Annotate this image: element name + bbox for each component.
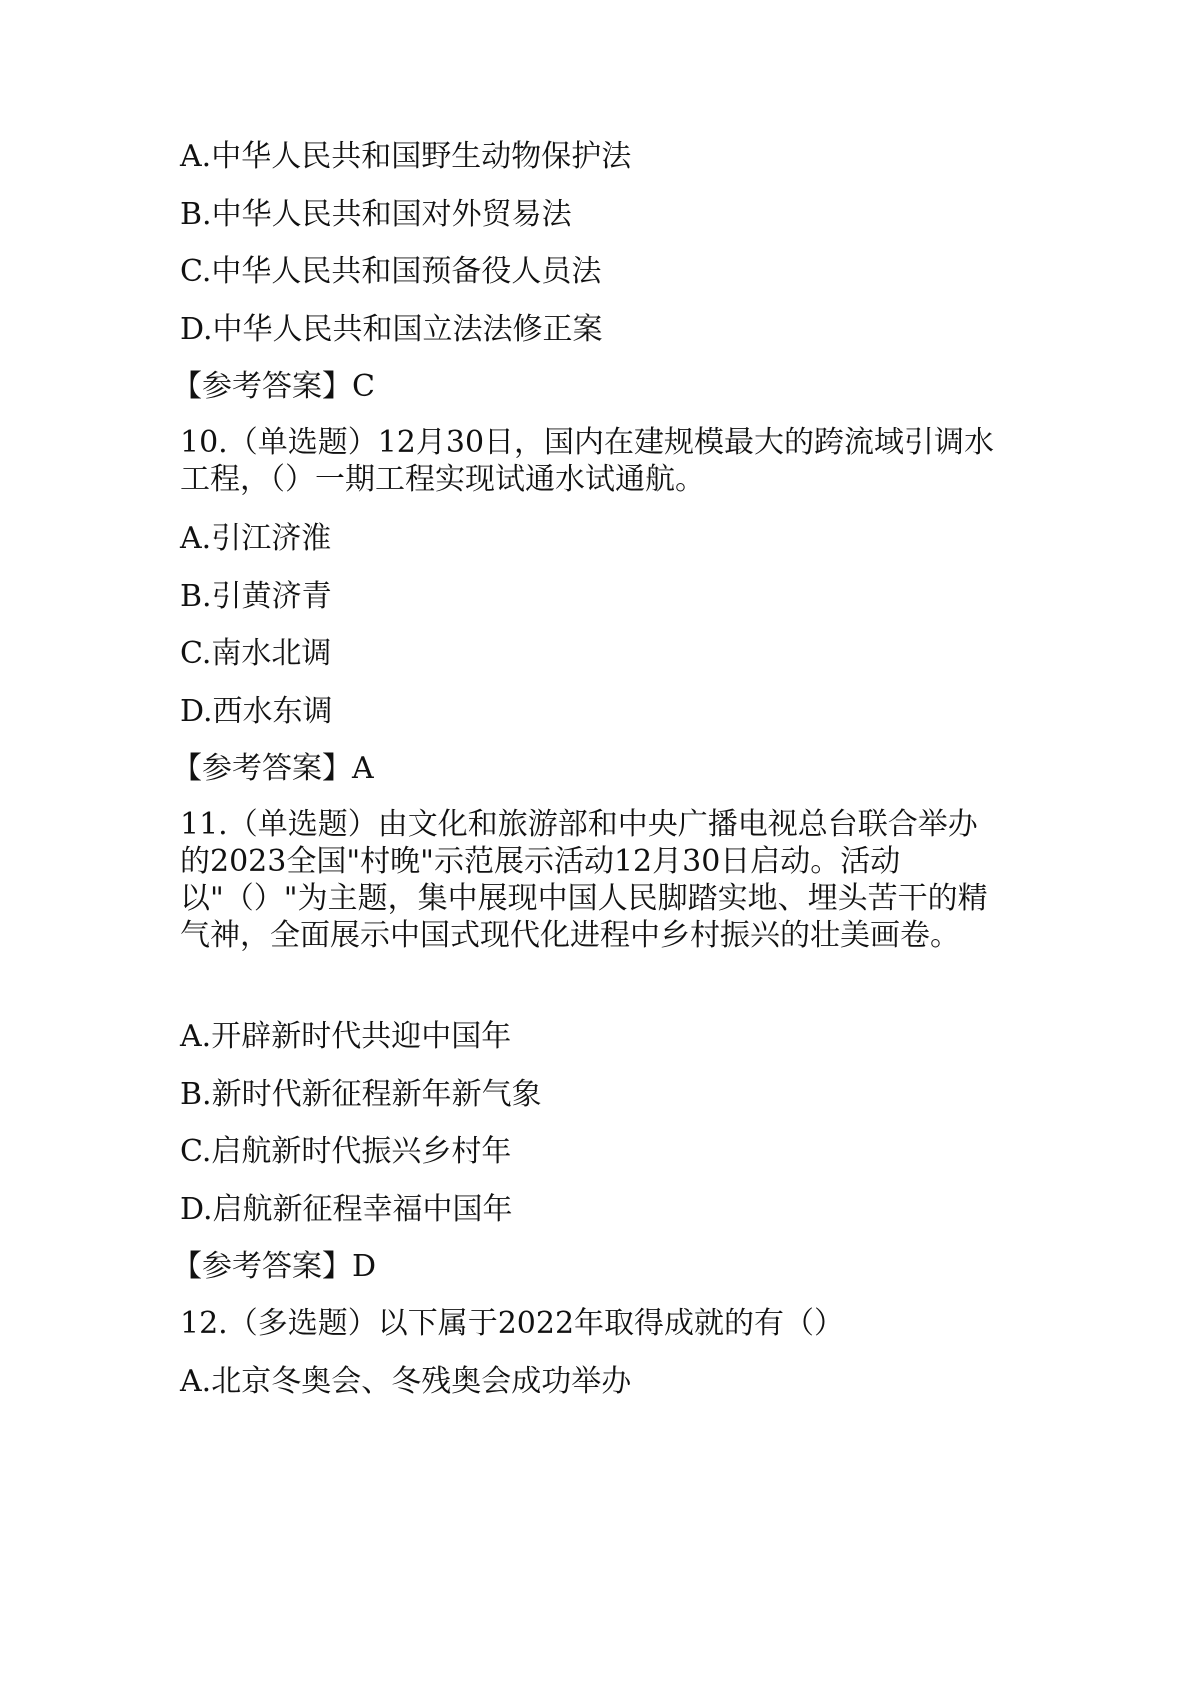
q11-option-a: A.开辟新时代共迎中国年 [180,1019,512,1054]
q9-option-c: C.中华人民共和国预备役人员法 [180,254,602,289]
q9-answer: 【参考答案】C [172,369,375,404]
q11-answer: 【参考答案】D [172,1249,377,1284]
q10-option-d: D.西水东调 [180,694,333,729]
q9-option-b: B.中华人民共和国对外贸易法 [180,197,572,232]
q11-option-d: D.启航新征程幸福中国年 [180,1192,513,1227]
q12-question: 12.（多选题）以下属于2022年取得成就的有（） [180,1306,845,1341]
q10-option-b: B.引黄济青 [180,579,332,614]
q11-option-b: B.新时代新征程新年新气象 [180,1077,542,1112]
q10-answer: 【参考答案】A [172,751,374,786]
q10-question: 10.（单选题）12月30日，国内在建规模最大的跨流域引调水工程，（）一期工程实现试通水试通航。 [180,425,995,497]
q9-option-a: A.中华人民共和国野生动物保护法 [180,139,632,174]
q9-option-d: D.中华人民共和国立法法修正案 [180,312,603,347]
q12-option-a: A.北京冬奥会、冬残奥会成功举办 [180,1364,632,1399]
q11-question: 11.（单选题）由文化和旅游部和中央广播电视总台联合举办的2023全国"村晚"示范展示活动12月30日启动。活动以"（）"为主题，集中展现中国人民脚踏实地、埋头苦干的精气神，全面展示中国式现代化进程中乡村振兴的壮美画卷。 [180,807,988,953]
q11-option-c: C.启航新时代振兴乡村年 [180,1134,512,1169]
q10-option-a: A.引江济淮 [180,521,332,556]
q10-option-c: C.南水北调 [180,636,332,671]
